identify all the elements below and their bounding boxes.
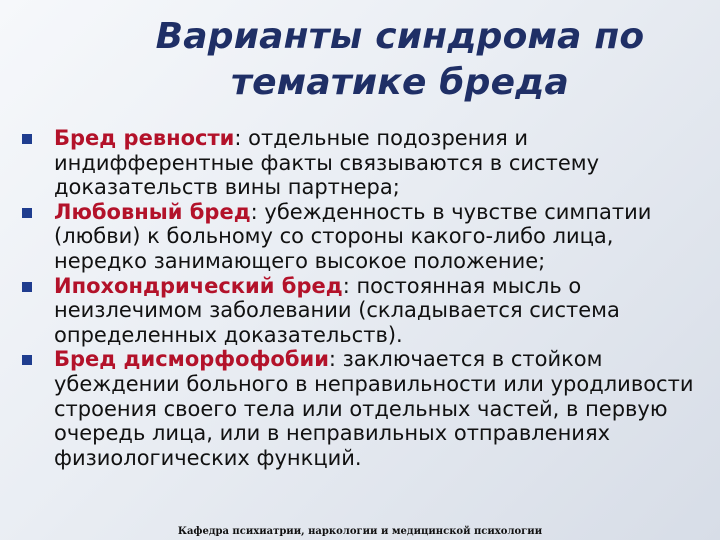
title-line-2: тематике бреда xyxy=(231,62,569,103)
bullet-text: : постоянная мысль о неизлечимом заболевании (складывается система определенных доказательств). xyxy=(54,273,620,347)
bullet-item-dysmorphophobia xyxy=(22,347,702,470)
bullet-item-hypochondriac xyxy=(22,274,702,348)
bullet-term: Бред дисморфофобии xyxy=(54,347,329,372)
square-bullet-icon xyxy=(22,134,32,144)
bullet-list xyxy=(22,126,702,470)
square-bullet-icon xyxy=(22,208,32,218)
bullet-term: Любовный бред xyxy=(54,199,251,224)
square-bullet-icon xyxy=(22,355,32,365)
footer-department: Кафедра психиатрии, наркологии и медицинской психологии xyxy=(177,526,543,537)
bullet-text: : заключается в стойком убеждении больного в неправильности или уродливости строения своего тела или отдельных частей, в первую очередь лица, или в неправильных отправлениях физиологических функций. xyxy=(54,347,694,470)
bullet-term: Ипохондрический бред xyxy=(54,273,343,298)
bullet-text: : отдельные подозрения и индифферентные факты связываются в систему доказательств вины партнера; xyxy=(54,126,600,200)
bullet-text: : убежденность в чувстве симпатии (любви) к больному со стороны какого-либо лица, нередко занимающего высокое положение; xyxy=(54,199,652,273)
square-bullet-icon xyxy=(22,282,32,292)
slide-title xyxy=(150,14,650,106)
title-line-1: Варианты синдрома по xyxy=(155,16,645,57)
bullet-item-jealousy xyxy=(22,126,702,200)
bullet-term: Бред ревности xyxy=(54,126,235,150)
bullet-item-love xyxy=(22,200,702,274)
